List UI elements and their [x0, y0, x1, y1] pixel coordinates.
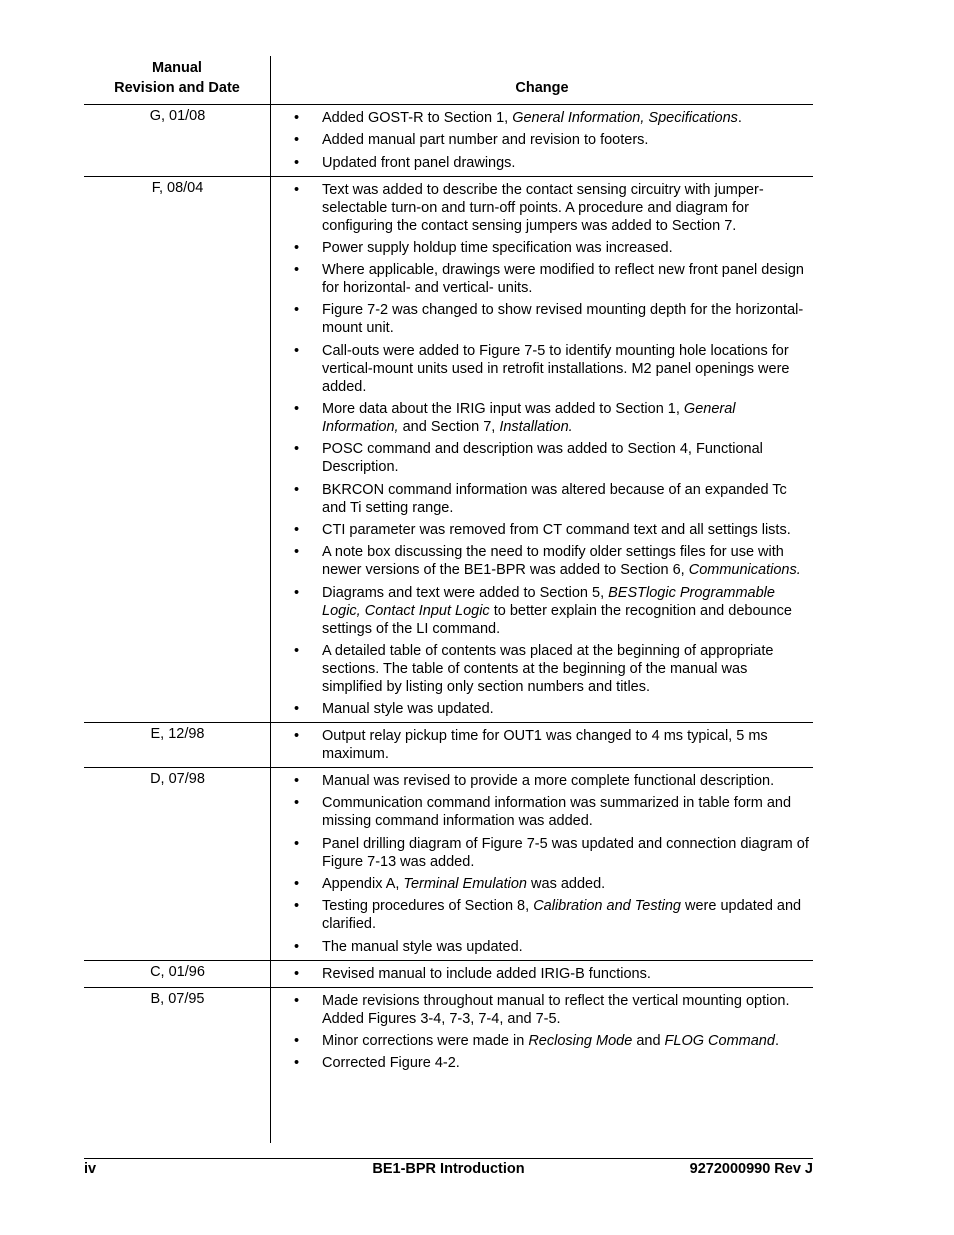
- header-revision-date-label: Revision and Date: [114, 80, 240, 96]
- change-text: Manual style was updated.: [322, 701, 494, 718]
- revision-row: [84, 105, 813, 177]
- revision-date: B, 07/95: [150, 990, 205, 1007]
- change-item: [271, 727, 813, 763]
- revision-date: C, 01/96: [150, 963, 205, 980]
- change-text: POSC command and description was added to Section 4, Functional Description.: [322, 441, 763, 476]
- revision-date: D, 07/98: [150, 771, 205, 788]
- change-text: Appendix A,: [322, 876, 404, 893]
- change-text: and Section 7,: [398, 419, 500, 436]
- change-item: [271, 700, 813, 718]
- change-item: [271, 1032, 813, 1050]
- change-text: Where applicable, drawings were modified to reflect new front panel design for horizontal- and vertical- units.: [322, 262, 804, 297]
- change-text: Figure 7-2 was changed to show revised mounting depth for the horizontal-mount unit.: [322, 302, 804, 337]
- change-item: [271, 481, 813, 517]
- revision-row: [84, 961, 813, 988]
- change-item: [271, 772, 813, 790]
- change-item: [271, 109, 813, 127]
- change-text: Power supply holdup time specification was increased.: [322, 239, 673, 256]
- change-item: [271, 584, 813, 638]
- change-item: [271, 1054, 813, 1072]
- change-text: BKRCON command information was altered because of an expanded Tc and Ti setting range.: [322, 481, 787, 516]
- change-list: [271, 961, 813, 987]
- change-item: [271, 261, 813, 297]
- change-item: [271, 642, 813, 696]
- footer-rule: [84, 1158, 813, 1159]
- change-italic-text: Terminal Emulation: [403, 876, 527, 893]
- change-item: [271, 521, 813, 539]
- change-text: Panel drilling diagram of Figure 7-5 was updated and connection diagram of Figure 7-13 was added.: [322, 835, 809, 870]
- change-item: [271, 400, 813, 436]
- document-number: 9272000990 Rev J: [689, 1161, 813, 1177]
- change-text: Diagrams and text were added to Section 5,: [322, 584, 609, 601]
- change-italic-text: General Information,: [322, 401, 736, 436]
- change-item: [271, 131, 813, 149]
- change-list: [271, 177, 813, 723]
- change-item: [271, 835, 813, 871]
- revision-row: [84, 177, 813, 724]
- change-text: were updated and clarified.: [322, 898, 802, 933]
- change-text: Output relay pickup time for OUT1 was changed to 4 ms typical, 5 ms maximum.: [322, 728, 768, 763]
- change-item: [271, 965, 813, 983]
- change-list: [271, 723, 813, 767]
- change-italic-text: Calibration and Testing: [533, 898, 681, 915]
- change-text: Text was added to describe the contact sensing circuitry with jumper-selectable turn-on and turn-off points. A procedure and diagram for configuring the contact sensing jumpers was added to Section 7.: [322, 181, 764, 234]
- change-text: More data about the IRIG input was added to Section 1,: [322, 401, 684, 418]
- change-item: [271, 342, 813, 396]
- change-text: CTI parameter was removed from CT command text and all settings lists.: [322, 521, 791, 538]
- revision-date: G, 01/08: [149, 108, 206, 124]
- revision-rows: [84, 105, 813, 1076]
- revision-date: F, 08/04: [151, 179, 204, 196]
- table-header: [84, 56, 813, 105]
- change-item: [271, 794, 813, 830]
- change-item: [271, 181, 813, 235]
- change-item: [271, 440, 813, 476]
- change-text: Call-outs were added to Figure 7-5 to identify mounting hole locations for vertical-mount units used in retrofit installations. M2 panel openings were added.: [322, 342, 790, 395]
- change-list: [271, 768, 813, 959]
- change-item: [271, 301, 813, 337]
- revision-row: [84, 768, 813, 960]
- change-text: Communication command information was summarized in table form and missing command information was added.: [322, 795, 792, 830]
- change-text: and: [632, 1032, 665, 1049]
- revision-row: [84, 723, 813, 768]
- change-text: Made revisions throughout manual to reflect the vertical mounting option. Added Figures 3-4, 7-3, 7-4, and 7-5.: [322, 992, 790, 1027]
- page-number: iv: [84, 1161, 97, 1177]
- change-italic-text: Reclosing Mode: [528, 1032, 633, 1049]
- change-text: Corrected Figure 4-2.: [322, 1055, 460, 1072]
- change-text: was added.: [527, 876, 606, 893]
- change-item: [271, 543, 813, 579]
- revision-date: E, 12/98: [150, 726, 205, 743]
- change-italic-text: Communications.: [688, 562, 801, 579]
- change-text: Manual was revised to provide a more complete functional description.: [322, 773, 775, 790]
- revision-history-table: [84, 56, 813, 1076]
- change-list: [271, 988, 813, 1077]
- change-item: [271, 154, 813, 172]
- change-italic-text: General Information, Specifications: [512, 110, 738, 126]
- change-text: Testing procedures of Section 8,: [322, 898, 534, 915]
- change-text: Minor corrections were made in: [322, 1032, 529, 1049]
- change-text: .: [774, 1032, 779, 1049]
- change-item: [271, 938, 813, 956]
- change-item: [271, 992, 813, 1028]
- revision-date-column-header: [84, 58, 270, 98]
- change-italic-text: Installation.: [499, 419, 573, 436]
- change-text: to better explain the recognition and debounce settings of the LI command.: [322, 602, 792, 637]
- change-item: [271, 897, 813, 933]
- header-manual-label: Manual: [152, 60, 202, 76]
- change-column-header: Change: [515, 80, 569, 96]
- change-list: [271, 105, 813, 176]
- change-text: Added manual part number and revision to footers.: [322, 132, 649, 149]
- change-text: The manual style was updated.: [322, 938, 523, 955]
- change-italic-text: BESTlogic Programmable Logic, Contact Input Logic: [322, 584, 775, 619]
- change-item: [271, 239, 813, 257]
- change-text: Revised manual to include added IRIG-B functions.: [322, 965, 651, 982]
- change-text: Updated front panel drawings.: [322, 154, 516, 171]
- change-text: .: [737, 110, 742, 126]
- change-text: Added GOST-R to Section 1,: [322, 110, 513, 126]
- change-italic-text: FLOG Command: [664, 1032, 775, 1049]
- footer-title: BE1-BPR Introduction: [372, 1161, 525, 1177]
- change-text: A note box discussing the need to modify older settings files for use with newer versions of the BE1-BPR was added to Section 6,: [322, 544, 784, 579]
- change-text: A detailed table of contents was placed at the beginning of appropriate sections. The table of contents at the beginning of the manual was simplified by listing only section numbers and titles.: [322, 642, 774, 695]
- revision-row: [84, 988, 813, 1077]
- change-item: [271, 875, 813, 893]
